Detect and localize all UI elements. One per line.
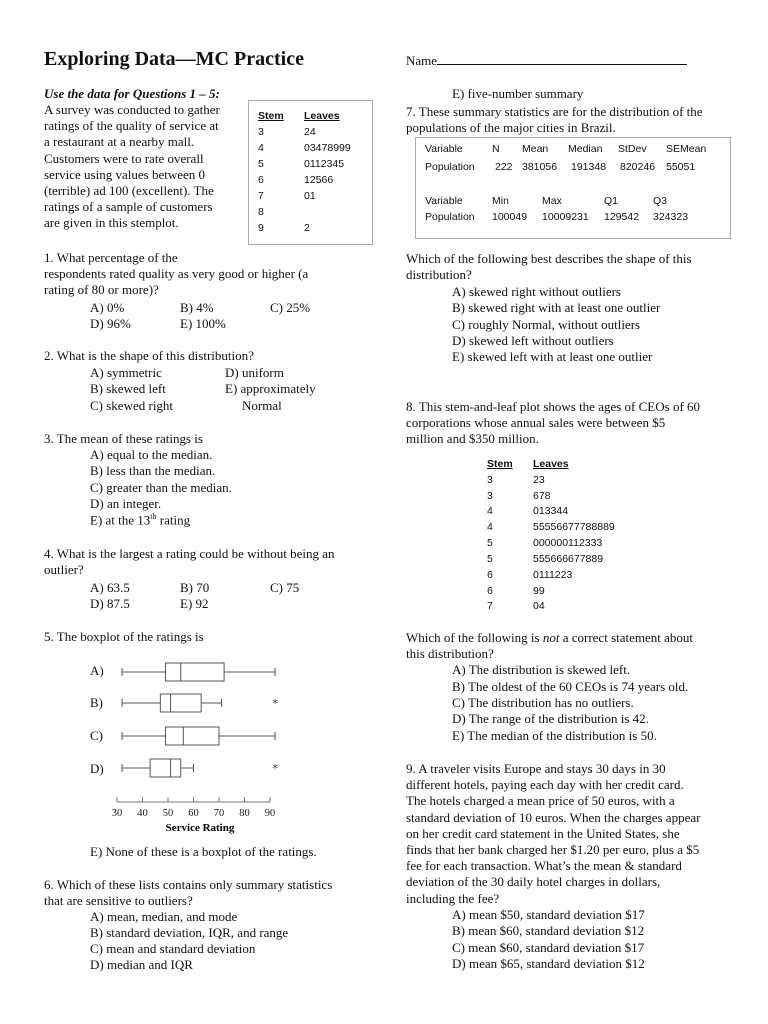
boxplot-a-box — [165, 663, 224, 681]
q7-line: 7. These summary statistics are for the distribution of the — [406, 104, 703, 119]
q9-option-c[interactable]: C) mean $60, standard deviation $17 — [452, 940, 645, 955]
q1-option-b[interactable]: B) 4% — [180, 300, 214, 315]
q8-option-b[interactable]: B) The oldest of the 60 CEOs is 74 years old. — [452, 679, 689, 694]
intro-line: service using values between 0 — [44, 166, 206, 182]
intro-heading: Use the data for Questions 1 – 5: — [44, 86, 220, 101]
q8-q-not: not — [542, 630, 560, 645]
q7-option-d[interactable]: D) skewed left without outliers — [452, 333, 614, 348]
stem-7: 9 — [258, 222, 264, 234]
q3-option-d[interactable]: D) an integer. — [90, 496, 162, 511]
ceo-leaves-6: 555666677889 — [533, 553, 604, 565]
q1-option-c[interactable]: C) 25% — [270, 300, 311, 315]
q8-option-c[interactable]: C) The distribution has no outliers. — [452, 695, 634, 710]
q4-option-b[interactable]: B) 70 — [180, 580, 210, 595]
question-9 — [406, 761, 700, 907]
boxplot-d-box — [150, 759, 181, 777]
question-7 — [406, 104, 703, 136]
t1-v-stdev: 820246 — [620, 161, 656, 173]
intro-line: ratings of a sample of customers — [44, 199, 213, 215]
q6-option-c[interactable]: C) mean and standard deviation — [90, 941, 256, 956]
boxplot-d-outlier: * — [272, 762, 278, 775]
intro-line: (terrible) ad 100 (excellent). The — [44, 183, 214, 199]
t2-v-min: 100049 — [492, 211, 528, 223]
ceo-stem-4: 4 — [487, 521, 493, 533]
t2-v-variable: Population — [425, 211, 475, 223]
question-5: 5. The boxplot of the ratings is — [44, 629, 204, 644]
q8-question-line — [406, 630, 693, 646]
q9-option-a[interactable]: A) mean $50, standard deviation $17 — [452, 907, 645, 922]
leaves-header: Leaves — [533, 458, 569, 470]
q9-line: standard deviation of 10 euros. When the charges appear — [406, 809, 701, 825]
q8-option-a[interactable]: A) The distribution is skewed left. — [452, 662, 631, 677]
q1-line: 1. What percentage of the — [44, 250, 178, 265]
t1-h-semean: SEMean — [666, 143, 707, 155]
q1-option-e[interactable]: E) 100% — [180, 316, 226, 331]
axis-ticks — [112, 797, 276, 819]
t2-v-q3: 324323 — [653, 211, 689, 223]
q8-line: corporations whose annual sales were between $5 — [406, 415, 666, 431]
q9-line: deviation of the 30 daily hotel charges in dollars, — [406, 874, 661, 890]
q7-option-e[interactable]: E) skewed left with at least one outlier — [452, 349, 653, 364]
ceo-stem-3: 4 — [487, 505, 493, 517]
q7-option-c[interactable]: C) roughly Normal, without outliers — [452, 317, 641, 332]
q5-label-b[interactable]: B) — [90, 695, 103, 710]
q4-option-e[interactable]: E) 92 — [180, 596, 209, 611]
t1-v-variable: Population — [425, 161, 475, 173]
axis-tick-label: 70 — [213, 808, 225, 819]
axis-title: Service Rating — [165, 822, 235, 834]
t1-v-median: 191348 — [571, 161, 607, 173]
leaves-7: 2 — [304, 222, 310, 234]
ceo-leaves-7: 0111223 — [533, 569, 573, 581]
boxplot-figure — [100, 648, 300, 838]
q3-e-text: E) at the 13 — [90, 512, 151, 528]
t1-v-n: 222 — [495, 161, 513, 173]
q7-option-b[interactable]: B) skewed right with at least one outlier — [452, 300, 661, 315]
q4-line: outlier? — [44, 562, 84, 578]
q9-line: The hotels charged a mean price of 50 euros, with a — [406, 793, 675, 809]
boxplot-b-outlier: * — [272, 697, 278, 710]
question-6 — [44, 877, 332, 909]
q5-option-e[interactable]: E) None of these is a boxplot of the ratings. — [90, 844, 317, 859]
q6-option-a[interactable]: A) mean, median, and mode — [90, 909, 238, 924]
ceo-stemplot — [487, 458, 647, 618]
q6-option-d[interactable]: D) median and IQR — [90, 957, 193, 972]
question-3: 3. The mean of these ratings is — [44, 431, 203, 446]
ceo-stem-6: 5 — [487, 553, 493, 565]
q9-line: on her credit card statement in the United States, she — [406, 825, 680, 841]
t1-h-median: Median — [568, 143, 603, 155]
q4-option-d[interactable]: D) 87.5 — [90, 596, 130, 611]
q9-line: finds that her bank charged her $1.20 per euro, plus a $5 — [406, 842, 700, 858]
q8-question-line2: this distribution? — [406, 646, 494, 662]
q3-e-sup: th — [150, 512, 157, 521]
q3-option-b[interactable]: B) less than the median. — [90, 463, 216, 478]
t1-v-mean: 381056 — [522, 161, 558, 173]
q1-option-a[interactable]: A) 0% — [90, 300, 125, 315]
stem-2: 4 — [258, 142, 264, 154]
t2-h-max: Max — [542, 195, 562, 207]
summary-stats-table — [415, 137, 731, 239]
ceo-leaves-3: 013344 — [533, 505, 569, 517]
axis-tick-label: 80 — [239, 808, 250, 819]
name-field[interactable] — [406, 52, 687, 69]
ceo-leaves-2: 678 — [533, 490, 551, 502]
q9-option-b[interactable]: B) mean $60, standard deviation $12 — [452, 923, 645, 938]
axis-tick-label: 40 — [137, 808, 148, 819]
q3-option-c[interactable]: C) greater than the median. — [90, 480, 232, 495]
t1-v-semean: 55051 — [666, 161, 696, 173]
stem-header: Stem — [258, 110, 284, 122]
q1-line: respondents rated quality as very good or higher (a — [44, 266, 309, 282]
t2-h-min: Min — [492, 195, 509, 207]
q9-line: 9. A traveler visits Europe and stays 30 days in 30 — [406, 761, 666, 776]
boxplot-c-box — [165, 727, 219, 745]
q9-line: including the fee? — [406, 890, 500, 906]
q6-option-e[interactable]: E) five-number summary — [452, 86, 584, 101]
ceo-stem-7: 6 — [487, 569, 493, 581]
name-underline — [437, 52, 687, 65]
q6-option-b[interactable]: B) standard deviation, IQR, and range — [90, 925, 289, 940]
q9-line: different hotels, paying each day with her credit card. — [406, 777, 684, 793]
stem-6: 8 — [258, 206, 264, 218]
question-1 — [44, 250, 308, 299]
ceo-stem-9: 7 — [487, 600, 493, 612]
q4-line: 4. What is the largest a rating could be without being an — [44, 546, 335, 561]
intro-line: a restaurant at a nearby mall. — [44, 134, 195, 150]
q6-line: that are sensitive to outliers? — [44, 893, 193, 909]
q7-option-a[interactable]: A) skewed right without outliers — [452, 284, 621, 299]
q2-option-e-cont: Normal — [242, 398, 282, 413]
axis-tick-label: 60 — [188, 808, 199, 819]
q7-question-line: distribution? — [406, 267, 472, 283]
t1-h-stdev: StDev — [618, 143, 647, 155]
t2-h-q1: Q1 — [604, 195, 619, 207]
intro-line: A survey was conducted to gather — [44, 102, 220, 117]
intro-line: are given in this stemplot. — [44, 215, 179, 231]
q8-option-e[interactable]: E) The median of the distribution is 50. — [452, 728, 657, 743]
question-8 — [406, 399, 700, 448]
t1-h-variable: Variable — [425, 143, 463, 155]
ceo-stem-5: 5 — [487, 537, 493, 549]
ceo-stem-8: 6 — [487, 585, 493, 597]
q5-label-a[interactable]: A) — [90, 663, 104, 678]
leaves-4: 12566 — [304, 174, 334, 186]
t2-v-q1: 129542 — [604, 211, 640, 223]
t1-h-mean: Mean — [522, 143, 549, 155]
stem-header: Stem — [487, 458, 513, 470]
ceo-stem-2: 3 — [487, 490, 493, 502]
q7-question — [406, 251, 692, 283]
ratings-stemplot — [248, 100, 373, 245]
ceo-leaves-5: 000000112333 — [533, 537, 603, 549]
q3-option-a[interactable]: A) equal to the median. — [90, 447, 213, 462]
q1-option-d[interactable]: D) 96% — [90, 316, 131, 331]
axis-tick-label: 90 — [264, 808, 276, 819]
axis-tick-label: 30 — [111, 808, 123, 819]
leaves-2: 03478999 — [304, 142, 351, 154]
q8-q-pre: Which of the following is — [406, 630, 543, 645]
q8-question — [406, 630, 693, 662]
q2-option-b[interactable]: B) skewed left — [90, 381, 166, 396]
boxplot-group — [122, 663, 278, 777]
q8-option-d[interactable]: D) The range of the distribution is 42. — [452, 711, 649, 726]
t1-h-n: N — [492, 143, 500, 155]
q2-option-c[interactable]: C) skewed right — [90, 398, 174, 413]
q9-line: fee for each transaction. What’s the mean & standard — [406, 858, 682, 874]
intro-line: Customers were to rate overall — [44, 150, 204, 166]
question-2: 2. What is the shape of this distribution? — [44, 348, 254, 363]
q6-line: 6. Which of these lists contains only summary statistics — [44, 877, 333, 892]
boxplot-b-box — [160, 694, 201, 712]
q7-line: populations of the major cities in Brazil. — [406, 120, 616, 136]
leaves-header: Leaves — [304, 110, 340, 122]
stem-4: 6 — [258, 174, 264, 186]
q4-option-c[interactable]: C) 75 — [270, 580, 300, 595]
page-title: Exploring Data—MC Practice — [44, 48, 304, 70]
q1-line: rating of 80 or more)? — [44, 282, 159, 298]
leaves-3: 0112345 — [304, 158, 345, 170]
ceo-leaves-1: 23 — [533, 474, 545, 486]
name-label: Name — [406, 53, 438, 68]
q5-label-d[interactable]: D) — [90, 761, 104, 776]
leaves-1: 24 — [304, 126, 316, 138]
stem-3: 5 — [258, 158, 264, 170]
q8-line: million and $350 million. — [406, 431, 539, 447]
axis-tick-label: 50 — [162, 808, 174, 819]
stem-1: 3 — [258, 126, 264, 138]
q3-e-suffix: rating — [156, 512, 191, 528]
q8-q-post: a correct statement about — [559, 630, 694, 645]
q2-option-a[interactable]: A) symmetric — [90, 365, 162, 380]
intro-text — [44, 102, 220, 232]
q9-option-d[interactable]: D) mean $65, standard deviation $12 — [452, 956, 645, 971]
q2-option-d[interactable]: D) uniform — [225, 365, 284, 380]
q2-option-e[interactable]: E) approximately — [225, 381, 316, 396]
q4-option-a[interactable]: A) 63.5 — [90, 580, 130, 595]
intro-line: ratings of the quality of service at — [44, 118, 219, 134]
ceo-leaves-4: 55556677788889 — [533, 521, 615, 533]
q5-label-c[interactable]: C) — [90, 728, 103, 743]
q8-line: 8. This stem-and-leaf plot shows the ages of CEOs of 60 — [406, 399, 701, 414]
t2-h-q3: Q3 — [653, 195, 668, 207]
ceo-stem-1: 3 — [487, 474, 493, 486]
q7-question-line: Which of the following best describes the shape of this — [406, 251, 692, 266]
leaves-5: 01 — [304, 190, 316, 202]
question-4 — [44, 546, 335, 578]
ceo-leaves-8: 99 — [533, 585, 545, 597]
t2-h-variable: Variable — [425, 195, 463, 207]
ceo-leaves-9: 04 — [533, 600, 545, 612]
q3-option-e[interactable] — [90, 512, 190, 528]
t2-v-max: 10009231 — [542, 211, 589, 223]
stem-5: 7 — [258, 190, 264, 202]
